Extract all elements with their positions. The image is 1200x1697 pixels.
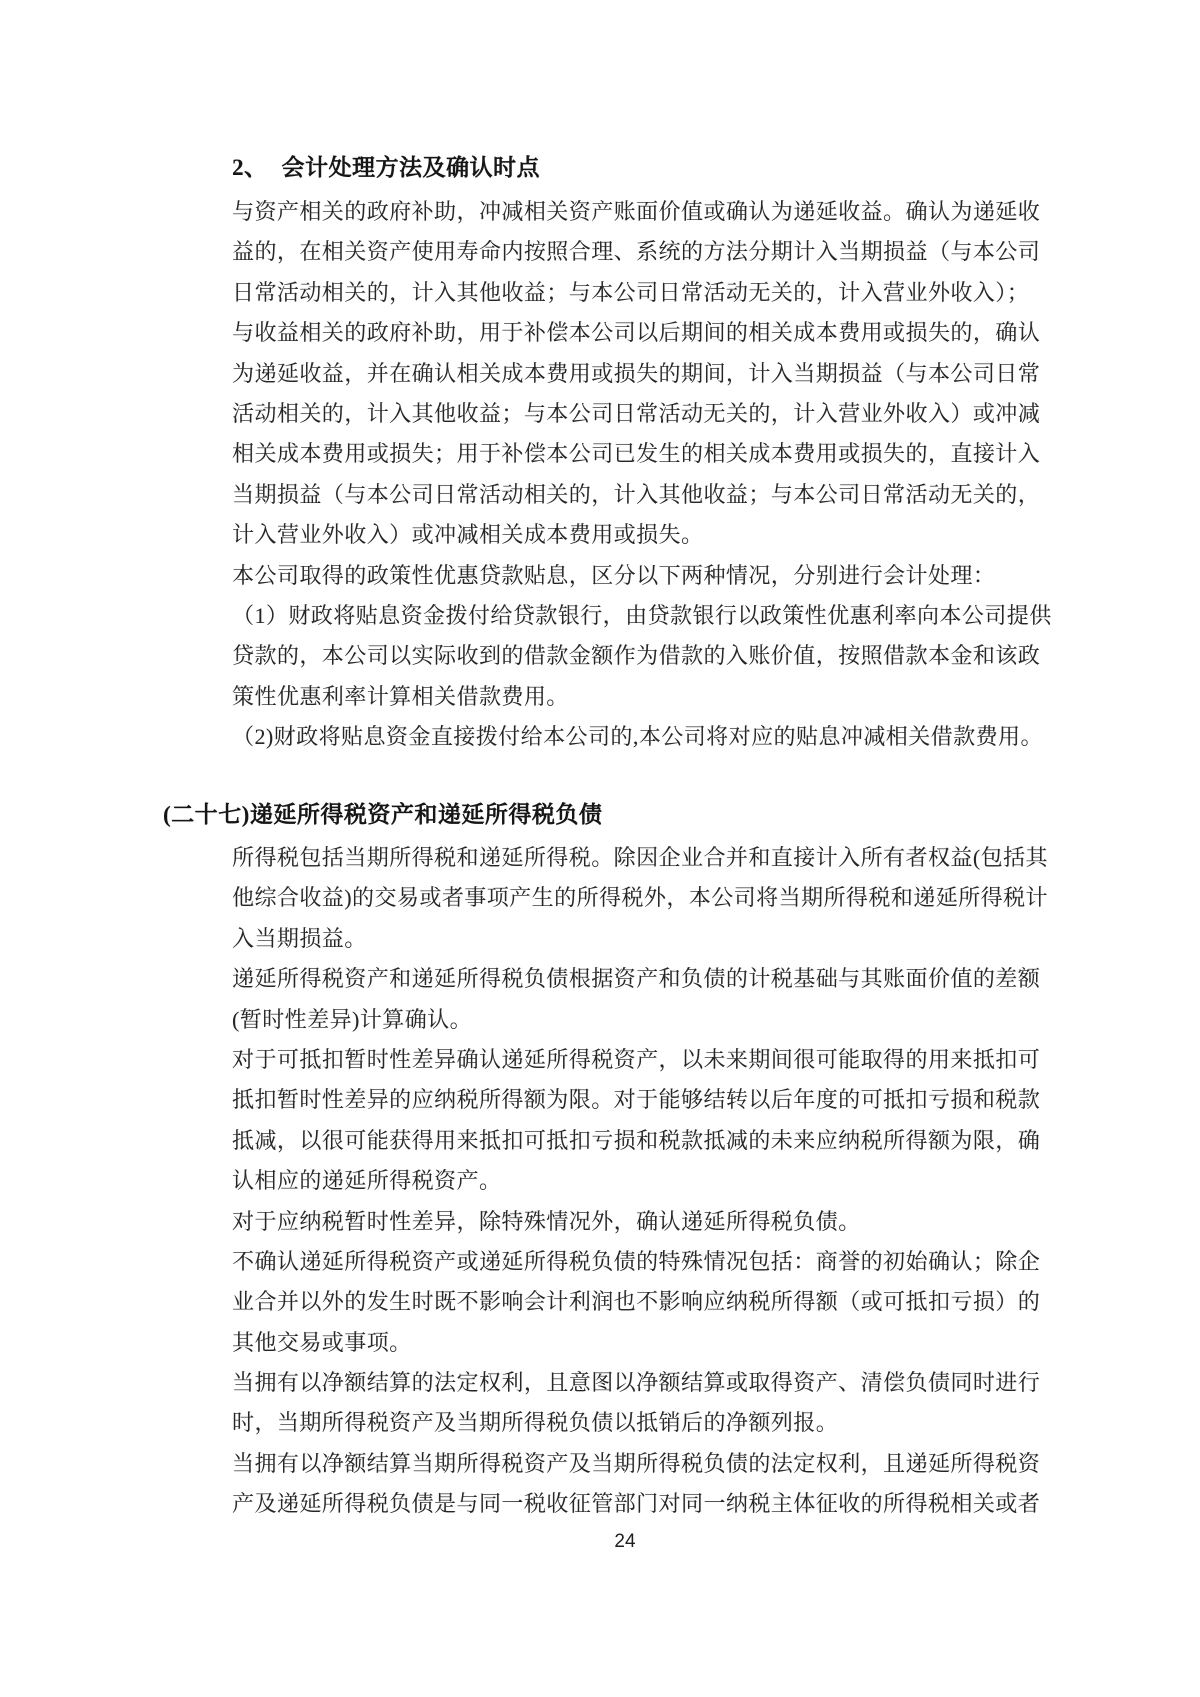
text-line: 对于应纳税暂时性差异，除特殊情况外，确认递延所得税负债。: [232, 1208, 861, 1234]
text-line: 抵扣暂时性差异的应纳税所得额为限。对于能够结转以后年度的可抵扣亏损和税款: [232, 1087, 1041, 1113]
section-body-deferred-tax: [232, 838, 1048, 1525]
text-line: 当拥有以净额结算当期所得税资产及当期所得税负债的法定权利，且递延所得税资: [232, 1450, 1041, 1476]
text-line: 抵减，以很可能获得用来抵扣可抵扣亏损和税款抵减的未来应纳税所得额为限，确: [232, 1127, 1041, 1153]
text-line: 计入营业外收入）或冲减相关成本费用或损失。: [232, 522, 704, 548]
text-line: （1）财政将贴息资金拨付给贷款银行，由贷款银行以政策性优惠利率向本公司提供: [232, 602, 1052, 628]
text-line: 他综合收益)的交易或者事项产生的所得税外，本公司将当期所得税和递延所得税计: [232, 885, 1048, 911]
section-heading-deferred-tax: (二十七)递延所得税资产和递延所得税负债: [163, 802, 603, 827]
text-line: 不确认递延所得税资产或递延所得税负债的特殊情况包括：商誉的初始确认；除企: [232, 1248, 1041, 1274]
text-line: 对于可抵扣暂时性差异确认递延所得税资产，以未来期间很可能取得的用来抵扣可: [232, 1046, 1041, 1072]
text-line: (暂时性差异)计算确认。: [232, 1006, 473, 1032]
text-line: 当期损益（与本公司日常活动相关的，计入其他收益；与本公司日常活动无关的，: [232, 481, 1041, 507]
text-line: 贷款的，本公司以实际收到的借款金额作为借款的入账价值，按照借款本金和该政: [232, 643, 1041, 669]
text-line: 认相应的递延所得税资产。: [232, 1168, 502, 1194]
text-line: 所得税包括当期所得税和递延所得税。除因企业合并和直接计入所有者权益(包括其: [232, 845, 1048, 870]
text-line: 入当期损益。: [232, 925, 367, 951]
text-line: 相关成本费用或损失；用于补偿本公司已发生的相关成本费用或损失的，直接计入: [232, 441, 1041, 467]
text-line: 活动相关的，计入其他收益；与本公司日常活动无关的，计入营业外收入）或冲减: [232, 400, 1041, 426]
text-line: 产及递延所得税负债是与同一税收征管部门对同一纳税主体征收的所得税相关或者: [232, 1491, 1041, 1517]
text-line: 与收益相关的政府补助，用于补偿本公司以后期间的相关成本费用或损失的，确认: [232, 320, 1041, 346]
text-line: 当拥有以净额结算的法定权利，且意图以净额结算或取得资产、清偿负债同时进行: [232, 1370, 1041, 1396]
text-line: 为递延收益，并在确认相关成本费用或损失的期间，计入当期损益（与本公司日常: [232, 360, 1041, 386]
section-heading-accounting-treatment: [232, 150, 540, 186]
text-line: 日常活动相关的，计入其他收益；与本公司日常活动无关的，计入营业外收入）；: [232, 279, 1030, 305]
text-line: 与资产相关的政府补助，冲减相关资产账面价值或确认为递延收益。确认为递延收: [232, 199, 1041, 224]
text-line: 时，当期所得税资产及当期所得税负债以抵销后的净额列报。: [232, 1410, 839, 1436]
text-line: （2)财政将贴息资金直接拨付给本公司的,本公司将对应的贴息冲减相关借款费用。: [232, 724, 1043, 750]
section-body-accounting-treatment: [232, 192, 1052, 757]
section-number: 2、: [232, 155, 268, 180]
text-line: 递延所得税资产和递延所得税负债根据资产和负债的计税基础与其账面价值的差额: [232, 966, 1041, 992]
page-number: 24: [614, 1531, 636, 1552]
text-line: 业合并以外的发生时既不影响会计利润也不影响应纳税所得额（或可抵扣亏损）的: [232, 1289, 1041, 1315]
text-line: 策性优惠利率计算相关借款费用。: [232, 683, 569, 709]
section-title: 会计处理方法及确认时点: [281, 155, 540, 180]
text-line: 益的，在相关资产使用寿命内按照合理、系统的方法分期计入当期损益（与本公司: [232, 239, 1041, 265]
text-line: 本公司取得的政策性优惠贷款贴息，区分以下两种情况，分别进行会计处理：: [232, 562, 996, 588]
text-line: 其他交易或事项。: [232, 1329, 412, 1355]
